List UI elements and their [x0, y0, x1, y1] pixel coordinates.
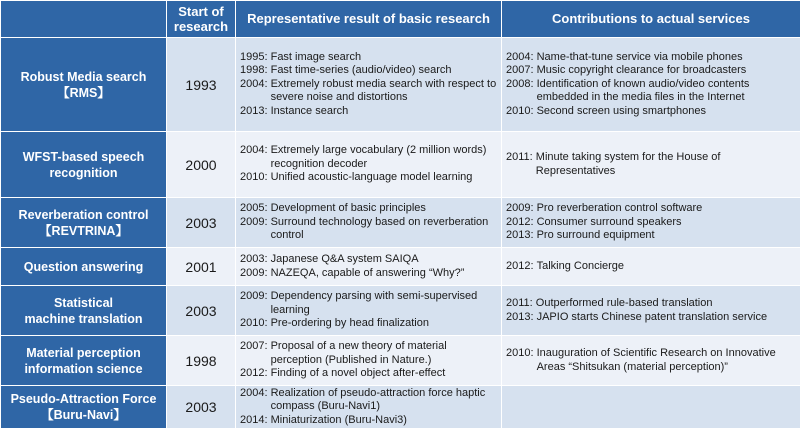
basic-result-entry [240, 202, 497, 216]
research-area-name-line1: Statistical [53, 295, 114, 310]
basic-result-entry [240, 317, 497, 331]
entry-text: Unified acoustic-language model learning [270, 171, 473, 184]
basic-result-entry [240, 171, 497, 185]
header-basic-research: Representative result of basic research [236, 1, 502, 38]
start-year: 2003 [167, 286, 236, 336]
entry-text: Miniaturization (Buru-Navi3) [270, 413, 407, 426]
entry-text: JAPIO starts Chinese patent translation service [536, 310, 768, 323]
entry-year: 2011: [506, 297, 533, 309]
entry-year: 1995: [240, 50, 268, 63]
research-area-name [1, 286, 167, 336]
start-year: 1998 [167, 336, 236, 386]
service-contributions [502, 248, 800, 286]
start-year: 2003 [167, 386, 236, 429]
start-year: 2000 [167, 132, 236, 198]
entry-text: Pre-ordering by head finalization [270, 317, 429, 330]
entry-year: 2013: [240, 104, 268, 117]
entry-year: 2014: [240, 413, 268, 426]
service-contributions [502, 132, 800, 198]
research-area-name [1, 38, 167, 132]
entry-year: 2012: [506, 215, 534, 228]
entry-text: Finding of a novel object after-effect [270, 367, 446, 380]
research-area-name-line2: 【Buru-Navi】 [41, 408, 126, 422]
entry-year: 2010: [506, 347, 534, 359]
service-entry [506, 297, 796, 311]
entry-year: 2004: [240, 144, 268, 157]
start-year: 2003 [167, 198, 236, 248]
entry-year: 2004: [240, 386, 268, 399]
basic-result-entry [240, 387, 497, 414]
entry-year: 2013: [506, 229, 534, 242]
entry-text: Fast image search [270, 50, 362, 63]
basic-research-results [236, 248, 502, 286]
entry-text: Pro reverberation control software [536, 202, 703, 215]
entry-text: Talking Concierge [536, 259, 625, 272]
basic-research-results [236, 38, 502, 132]
entry-year: 2007: [240, 340, 268, 353]
basic-result-entry [240, 105, 497, 119]
entry-text: Extremely robust media search with respect to severe noise and distortions [270, 77, 497, 104]
research-area-name-line2: information science [24, 361, 143, 376]
basic-result-entry [240, 267, 497, 281]
research-area-name-line2: 【REVTRINA】 [39, 223, 128, 238]
entry-text: Surround technology based on reverberation control [270, 215, 489, 242]
basic-result-entry [240, 64, 497, 78]
entry-year: 2010: [506, 104, 534, 117]
entry-year: 2009: [506, 202, 534, 215]
research-area-name-line1: Material perception [26, 345, 141, 360]
header-contributions: Contributions to actual services [502, 1, 800, 38]
research-area-name-line1: Robust Media search [20, 69, 147, 84]
research-area-name-line2: machine translation [24, 311, 143, 326]
basic-research-results [236, 386, 502, 429]
header-start-line2: research [173, 19, 229, 34]
entry-text: Name-that-tune service via mobile phones [536, 50, 743, 63]
basic-result-entry [240, 253, 497, 267]
basic-research-results [236, 132, 502, 198]
basic-result-entry [240, 51, 497, 65]
start-year: 2001 [167, 248, 236, 286]
table-row [1, 286, 800, 336]
service-entry [506, 311, 796, 325]
service-entry [506, 64, 796, 78]
table-row [1, 198, 800, 248]
entry-text: Japanese Q&A system SAIQA [270, 253, 419, 265]
start-year: 1993 [167, 38, 236, 132]
entry-year: 2012: [506, 259, 534, 272]
research-area-name-line2: 【RMS】 [57, 85, 110, 100]
entry-text: Identification of known audio/video contents embedded in the media files in the Internet [536, 77, 750, 104]
research-area-name [1, 336, 167, 386]
table-row [1, 38, 800, 132]
basic-research-results [236, 336, 502, 386]
service-entry [506, 347, 796, 374]
entry-text: Music copyright clearance for broadcasters [536, 64, 747, 77]
entry-text: Consumer surround speakers [536, 215, 682, 228]
research-area-name [1, 386, 167, 429]
entry-year: 2009: [240, 266, 268, 279]
entry-text: Extremely large vocabulary (2 million words) recognition decoder [270, 144, 487, 170]
basic-result-entry [240, 290, 497, 317]
entry-year: 2009: [240, 215, 268, 228]
entry-year: 2007: [506, 64, 534, 77]
entry-text: Realization of pseudo-attraction force haptic compass (Buru-Navi1) [270, 386, 486, 413]
entry-text: Development of basic principles [270, 202, 426, 215]
table-row [1, 132, 800, 198]
basic-research-results [236, 286, 502, 336]
entry-text: NAZEQA, capable of answering “Why?” [270, 266, 465, 279]
basic-result-entry [240, 216, 497, 243]
entry-year: 2011: [506, 151, 533, 163]
entry-year: 1998: [240, 64, 268, 77]
service-entry [506, 51, 796, 65]
header-start-of-research [167, 1, 236, 38]
entry-text: Instance search [270, 104, 349, 117]
basic-research-results [236, 198, 502, 248]
research-area-name [1, 132, 167, 198]
entry-text: Proposal of a new theory of material perception (Published in Nature.) [270, 340, 447, 366]
entry-year: 2004: [240, 77, 268, 90]
basic-result-entry [240, 367, 497, 381]
entry-text: Second screen using smartphones [536, 104, 706, 117]
research-area-name-line1: WFST-based speech [22, 149, 145, 164]
research-area-name-line1: Pseudo-Attraction Force [10, 392, 157, 406]
service-contributions [502, 386, 800, 429]
entry-year: 2010: [240, 171, 268, 184]
research-area-name-line1: Question answering [23, 259, 144, 274]
entry-text: Outperformed rule-based translation [535, 297, 713, 309]
service-contributions [502, 198, 800, 248]
entry-year: 2009: [240, 290, 268, 303]
service-entry [506, 216, 796, 230]
entry-year: 2008: [506, 77, 534, 90]
header-row [1, 1, 800, 38]
entry-year: 2013: [506, 310, 534, 323]
header-name [1, 1, 167, 38]
basic-result-entry [240, 78, 497, 105]
entry-year: 2005: [240, 202, 268, 215]
research-area-name [1, 198, 167, 248]
research-area-name-line2: recognition [49, 165, 118, 180]
entry-text: Fast time-series (audio/video) search [270, 64, 452, 77]
entry-text: Minute taking system for the House of Representatives [535, 151, 721, 177]
header-start-line1: Start of [178, 4, 224, 19]
research-area-name-line1: Reverberation control [18, 207, 149, 222]
entry-year: 2004: [506, 50, 534, 63]
basic-result-entry [240, 340, 497, 367]
service-entry [506, 78, 796, 105]
table-row [1, 386, 800, 429]
basic-result-entry [240, 414, 497, 428]
entry-year: 2012: [240, 367, 268, 380]
service-entry [506, 151, 796, 178]
entry-text: Dependency parsing with semi-supervised learning [270, 290, 478, 316]
service-contributions [502, 286, 800, 336]
service-entry [506, 229, 796, 243]
entry-year: 2003: [240, 253, 268, 265]
entry-year: 2010: [240, 317, 268, 330]
service-contributions [502, 38, 800, 132]
basic-result-entry [240, 144, 497, 171]
service-entry [506, 105, 796, 119]
entry-text: Inauguration of Scientific Research on Innovative Areas “Shitsukan (material perception)” [536, 347, 776, 373]
research-area-name [1, 248, 167, 286]
entry-text: Pro surround equipment [536, 229, 655, 242]
service-entry [506, 260, 796, 274]
table-row [1, 248, 800, 286]
table-row [1, 336, 800, 386]
service-contributions [502, 336, 800, 386]
service-entry [506, 202, 796, 216]
